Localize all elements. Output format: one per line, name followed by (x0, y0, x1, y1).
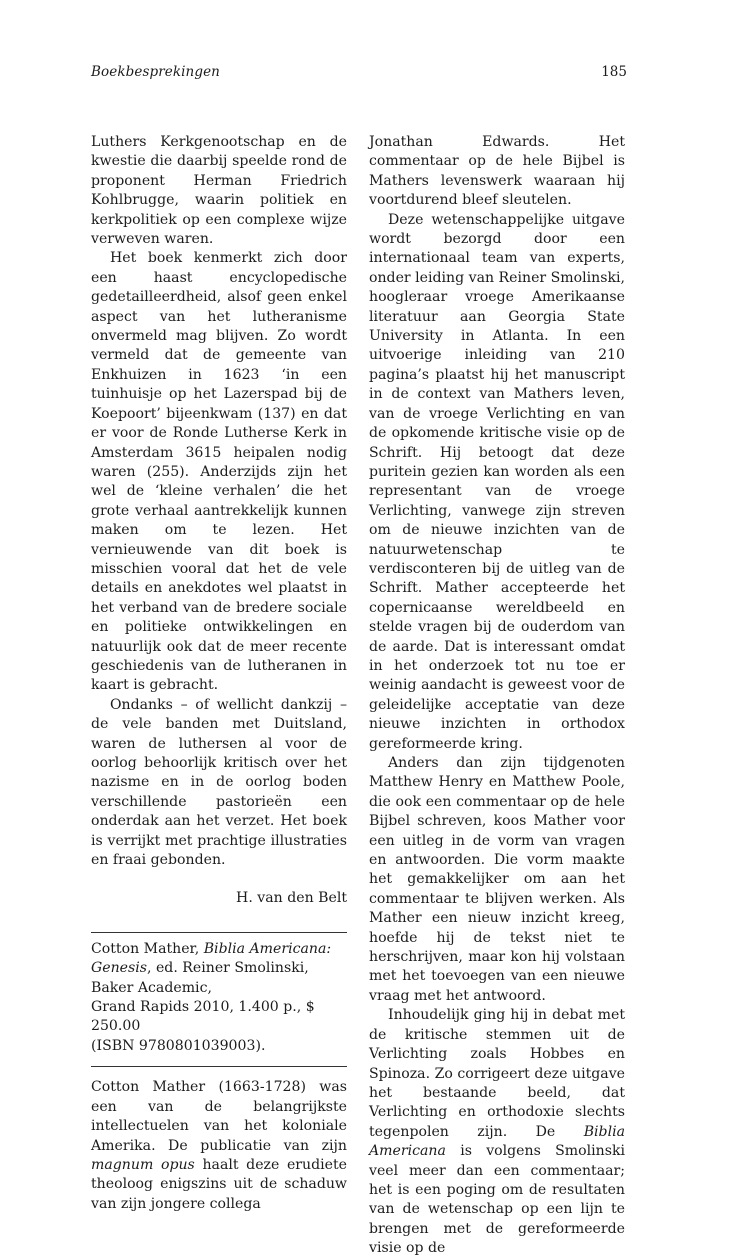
biblio-title: Biblia Americana: Genesis (91, 940, 332, 977)
biblio-place-price: Grand Rapids 2010, 1.400 p., $ 250.00 (91, 999, 315, 1035)
text-run: is volgens Smolinski veel meer dan een commentaar; het is een poging om de resultaten van de wetenschap op een lijn te brengen met de gereformeerde visie op de (369, 1143, 625, 1257)
paragraph: Het boek kenmerkt zich door een haast encyclopedische gedetailleerdheid, alsof geen enkel aspect van het lutheranisme onvermeld mag blijven. Zo wordt vermeld dat de gemeente van Enkhuizen in 1623 ‘in een tuinhuisje op het Lazerspad bij de Koepoort’ bijeenkwam (137) en dat er voor de Ronde Lutherse Kerk in Amsterdam 3615 heipalen nodig waren (255). Anderzijds zijn het wel de ‘kleine verhalen’ die het grote verhaal aantrekkelijk kunnen maken om te lezen. Het vernieuwende van dit boek is misschien vooral dat het de vele details en anekdotes wel plaatst in het verband van de bredere sociale en politieke ontwikkelingen en natuurlijk ook dat de meer recente geschiedenis van de lutheranen in kaart is gebracht. (91, 250, 347, 694)
biblio-isbn: (ISBN 9780801039003). (91, 1037, 266, 1054)
reviewer-signature: H. van den Belt (236, 890, 347, 907)
text-run: Cotton Mather (1663-1728) was een van de belangrijkste intellectuelen van het koloniale Amerika. De publicatie van zijn (91, 1079, 347, 1154)
paragraph: Luthers Kerkgenootschap en de kwestie die daarbij speelde rond de proponent Herman Friedrich Kohlbrugge, waarin politiek en kerkpolitiek op een complexe wijze verweven waren. (91, 134, 347, 248)
text-run: haalt deze erudiete theoloog enigszins uit de schaduw van zijn jongere collega (91, 1156, 347, 1212)
paragraph: Ondanks – of wellicht dankzij – de vele banden met Duitsland, waren de luthersen al voor de oorlog behoorlijk kritisch over het nazisme en in de oorlog boden verschillende pastorieën een onderdak aan het verzet. Het boek is verrijkt met prachtige illustraties en fraai gebonden. (91, 696, 347, 869)
emphasis: Biblia Americana (369, 1123, 625, 1160)
biblio-publisher: , ed. Reiner Smolinski, Baker Academic, (91, 960, 309, 996)
bibliographic-entry (91, 940, 347, 1056)
paragraph (369, 1006, 625, 1258)
divider (91, 932, 347, 933)
left-column (91, 133, 347, 1214)
emphasis: magnum opus (91, 1156, 195, 1173)
biblio-author: Cotton Mather, (91, 940, 204, 957)
paragraph: Deze wetenschappelijke uitgave wordt bezorgd door een internationaal team van experts, onder leiding van Reiner Smolinski, hoogleraar vroege Amerikaanse literatuur aan Georgia State University in Atlanta. In een uitvoerige inleiding van 210 pagina’s plaatst hij het manuscript in de context van Mathers leven, van de vroege Verlichting en van de opkomende kritische visie op de Schrift. Hij betoogt dat deze puritein gezien kan worden als een representant van de vroege Verlichting, vanwege zijn streven om de nieuwe inzichten van de natuurwetenschap te verdisconteren bij de uitleg van de Schrift. Mather accepteerde het copernicaanse wereldbeeld en stelde vragen bij de ouderdom van de aarde. Dat is interessant omdat in het onderzoek tot nu toe er weinig aandacht is geweest voor de geleidelijke acceptatie van deze nieuwe inzichten in orthodox gereformeerde kring. (369, 211, 625, 752)
running-head: Boekbesprekingen (91, 64, 220, 80)
page-number: 185 (601, 64, 627, 80)
paragraph: Jonathan Edwards. Het commentaar op de hele Bijbel is Mathers levenswerk waaraan hij voortdurend bleef sleutelen. (369, 134, 625, 209)
right-column (369, 133, 625, 1259)
text-run: Inhoudelijk ging hij in debat met de kritische stemmen uit de Verlichting zoals Hobbes en Spinoza. Zo corrigeert deze uitgave het bestaande beeld, dat Verlichting en orthodoxie slechts tegenpolen zijn. De (369, 1007, 625, 1140)
divider (91, 1066, 347, 1067)
paragraph: Anders dan zijn tijdgenoten Matthew Henry en Matthew Poole, die ook een commentaar op de hele Bijbel schreven, koos Mather voor een uitleg in de vorm van vragen en antwoorden. Die vorm maakte het gemakkelijker om aan het commentaar te blijven werken. Als Mather een nieuw inzicht kreeg, hoefde hij de tekst niet te herschrijven, maar kon hij volstaan met het toevoegen van een nieuwe vraag met het antwoord. (369, 755, 625, 1004)
paragraph (91, 1078, 347, 1214)
